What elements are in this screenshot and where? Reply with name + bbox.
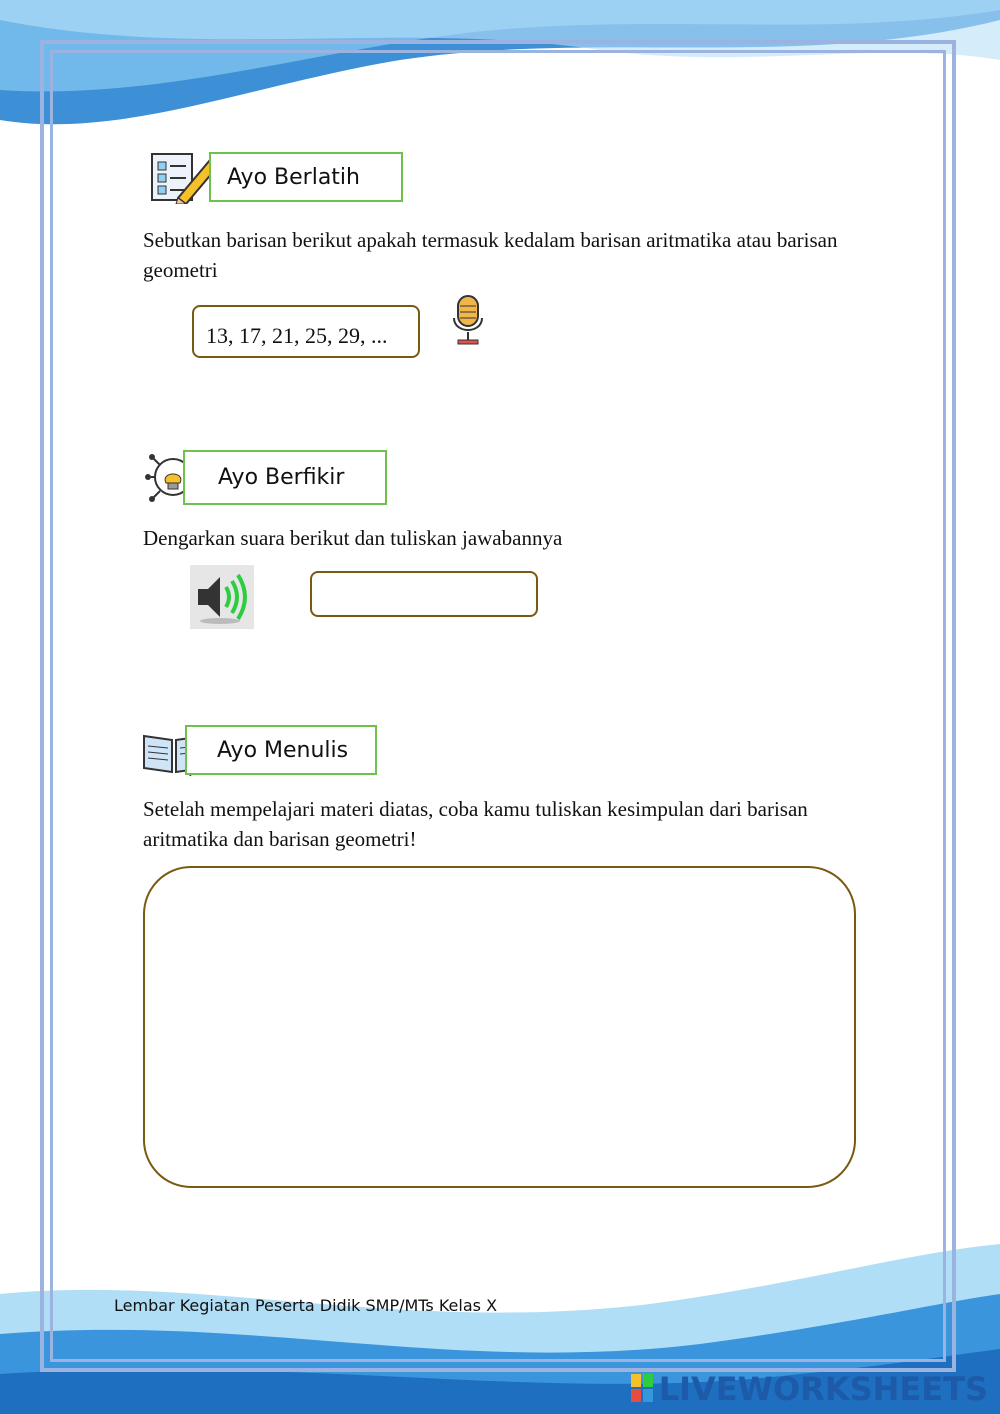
speaker-button[interactable] — [190, 565, 254, 629]
brand-name: LIVEWORKSHEETS — [658, 1370, 988, 1408]
write-heading-label: Ayo Menulis — [217, 737, 349, 763]
speaker-icon — [190, 565, 254, 629]
brand-logo — [631, 1370, 988, 1408]
microphone-icon[interactable] — [452, 294, 484, 346]
brand-mark-icon — [631, 1374, 655, 1404]
write-heading — [185, 725, 377, 775]
think-heading — [183, 450, 387, 505]
practice-heading-label: Ayo Berlatih — [227, 164, 360, 190]
conclusion-textarea[interactable] — [143, 866, 856, 1188]
think-heading-label: Ayo Berfikir — [218, 465, 345, 490]
practice-heading — [209, 152, 403, 202]
think-answer-input[interactable] — [310, 571, 538, 617]
practice-instruction: Sebutkan barisan berikut apakah termasuk kedalam barisan aritmatika atau barisan geometri — [143, 228, 838, 282]
footer-text: Lembar Kegiatan Peserta Didik SMP/MTs Kelas X — [114, 1296, 498, 1315]
write-instruction: Setelah mempelajari materi diatas, coba kamu tuliskan kesimpulan dari barisan aritmatika dan barisan geometri! — [143, 797, 808, 851]
sequence-text: 13, 17, 21, 25, 29, ... — [206, 323, 388, 348]
think-instruction: Dengarkan suara berikut dan tuliskan jawabannya — [143, 526, 563, 550]
sequence-box — [192, 305, 420, 358]
